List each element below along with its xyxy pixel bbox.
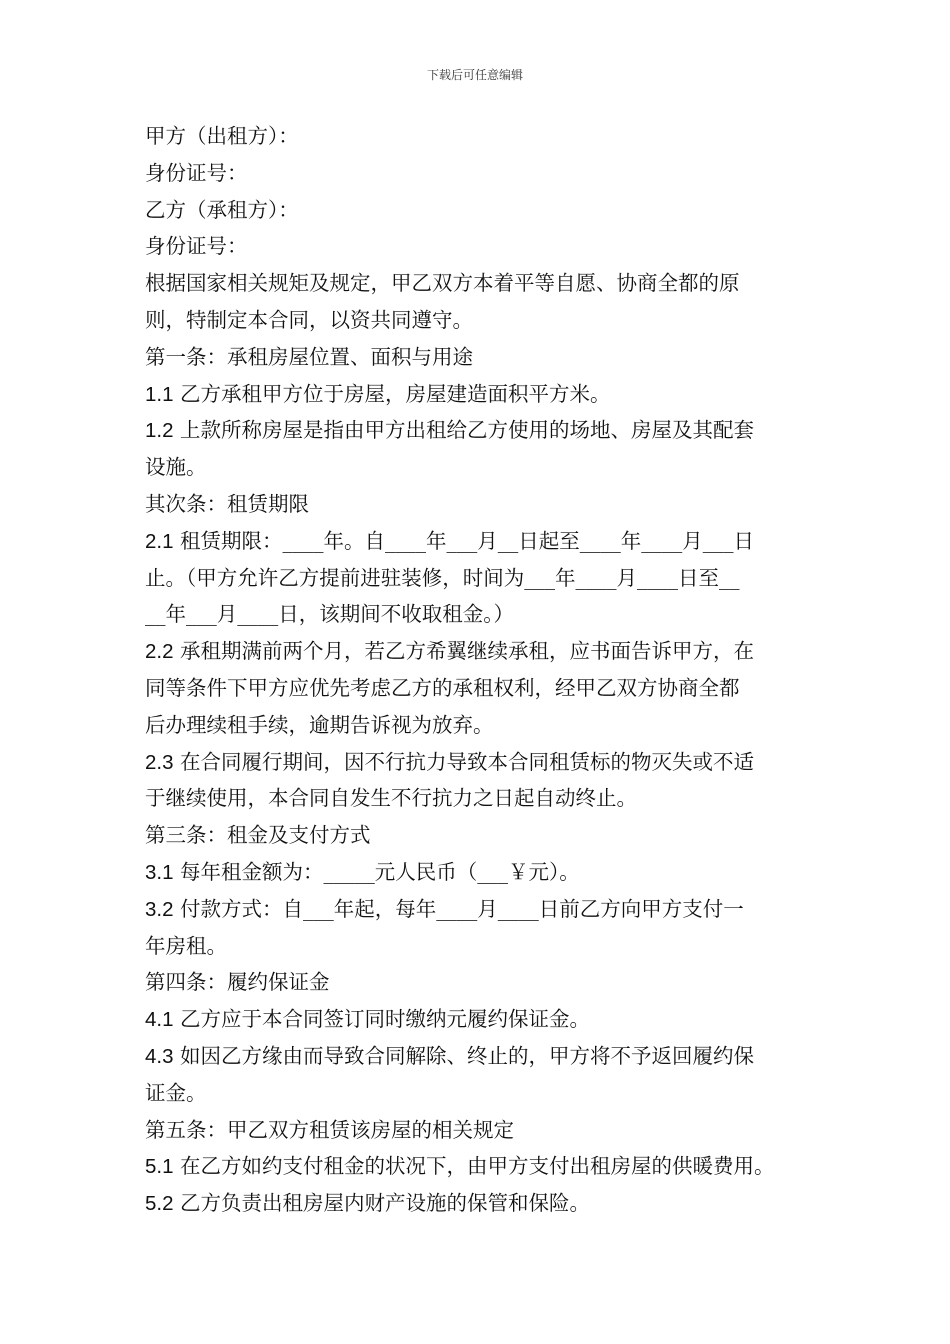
line-text: 根据国家相关规矩及规定，甲乙双方本着平等自愿、协商全都的原 [145, 271, 740, 296]
text-line [145, 1185, 813, 1222]
text-line [145, 1112, 813, 1149]
line-text: 上款所称房屋是指由甲方出租给乙方使用的场地、房屋及其配套 [180, 418, 755, 443]
line-text: 止。（甲方允许乙方提前进驻装修，时间为___年____月____日至__ [145, 565, 740, 590]
text-line [145, 192, 813, 229]
text-line [145, 265, 813, 302]
clause-number: 5.2 [145, 1192, 174, 1216]
line-text: 在合同履行期间，因不行抗力导致本合同租赁标的物灭失或不适 [180, 749, 755, 774]
line-text: 如因乙方缘由而导致合同解除、终止的，甲方将不予返回履约保 [180, 1043, 755, 1068]
text-line [145, 302, 813, 339]
line-text: __年___月____日，该期间不收取租金。） [145, 602, 514, 627]
text-line [145, 118, 813, 155]
clause-number: 2.1 [145, 529, 174, 553]
text-line [145, 486, 813, 523]
text-line [145, 744, 813, 781]
line-text: 身份证号： [145, 160, 248, 185]
line-text: 第一条：承租房屋位置、面积与用途 [145, 344, 473, 369]
text-line [145, 1075, 813, 1112]
line-text: 证金。 [145, 1080, 207, 1105]
text-line [145, 707, 813, 744]
line-text: 租赁期限：____年。自____年___月__日起至____年____月___日 [180, 528, 755, 553]
line-text: 在乙方如约支付租金的状况下，由甲方支付出租房屋的供暖费用。 [180, 1154, 775, 1179]
text-line [145, 854, 813, 891]
clause-number: 3.2 [145, 897, 174, 921]
clause-number: 1.2 [145, 419, 174, 443]
line-text: 乙方应于本合同签订同时缴纳元履约保证金。 [180, 1007, 591, 1032]
text-line [145, 376, 813, 413]
page-header: 下载后可任意编辑 [426, 68, 523, 82]
clause-number: 4.1 [145, 1008, 174, 1032]
text-line [145, 155, 813, 192]
text-line [145, 928, 813, 965]
line-text: 乙方承租甲方位于房屋，房屋建造面积平方米。 [180, 381, 611, 406]
text-line [145, 670, 813, 707]
line-text: 乙方（承租方）： [145, 197, 299, 222]
text-line [145, 1038, 813, 1075]
line-text: 乙方负责出租房屋内财产设施的保管和保险。 [180, 1191, 591, 1216]
text-line [145, 633, 813, 670]
line-text: 每年租金额为：_____元人民币（___￥元）。 [180, 859, 580, 884]
line-text: 第四条：履约保证金 [145, 970, 330, 995]
text-line [145, 964, 813, 1001]
line-text: 年房租。 [145, 933, 227, 958]
line-text: 后办理续租手续，逾期告诉视为放弃。 [145, 712, 494, 737]
text-line [145, 412, 813, 449]
text-line [145, 1001, 813, 1038]
line-text: 身份证号： [145, 234, 248, 259]
line-text: 同等条件下甲方应优先考虑乙方的承租权利，经甲乙双方协商全都 [145, 675, 740, 700]
text-line [145, 339, 813, 376]
text-line [145, 560, 813, 597]
line-text: 甲方（出租方）： [145, 124, 299, 148]
clause-number: 2.3 [145, 750, 174, 774]
line-text: 则，特制定本合同，以资共同遵守。 [145, 307, 473, 332]
clause-number: 3.1 [145, 860, 174, 884]
clause-number: 5.1 [145, 1155, 174, 1179]
line-text: 第五条：甲乙双方租赁该房屋的相关规定 [145, 1117, 514, 1142]
text-line [145, 817, 813, 854]
line-text: 付款方式：自___年起，每年____月____日前乙方向甲方支付一 [180, 896, 744, 921]
line-text: 承租期满前两个月，若乙方希翼继续承租，应书面告诉甲方，在 [180, 639, 755, 664]
line-text: 设施。 [145, 455, 207, 480]
text-line [145, 523, 813, 560]
line-text: 其次条：租赁期限 [145, 491, 309, 516]
clause-number: 1.1 [145, 382, 174, 406]
document-body [145, 118, 813, 1222]
line-text: 于继续使用，本合同自发生不行抗力之日起自动终止。 [145, 786, 637, 811]
text-line [145, 596, 813, 633]
text-line [145, 780, 813, 817]
text-line [145, 1148, 813, 1185]
text-line [145, 228, 813, 265]
clause-number: 2.2 [145, 640, 174, 664]
text-line [145, 449, 813, 486]
clause-number: 4.3 [145, 1044, 174, 1068]
text-line [145, 891, 813, 928]
line-text: 第三条：租金及支付方式 [145, 823, 371, 848]
